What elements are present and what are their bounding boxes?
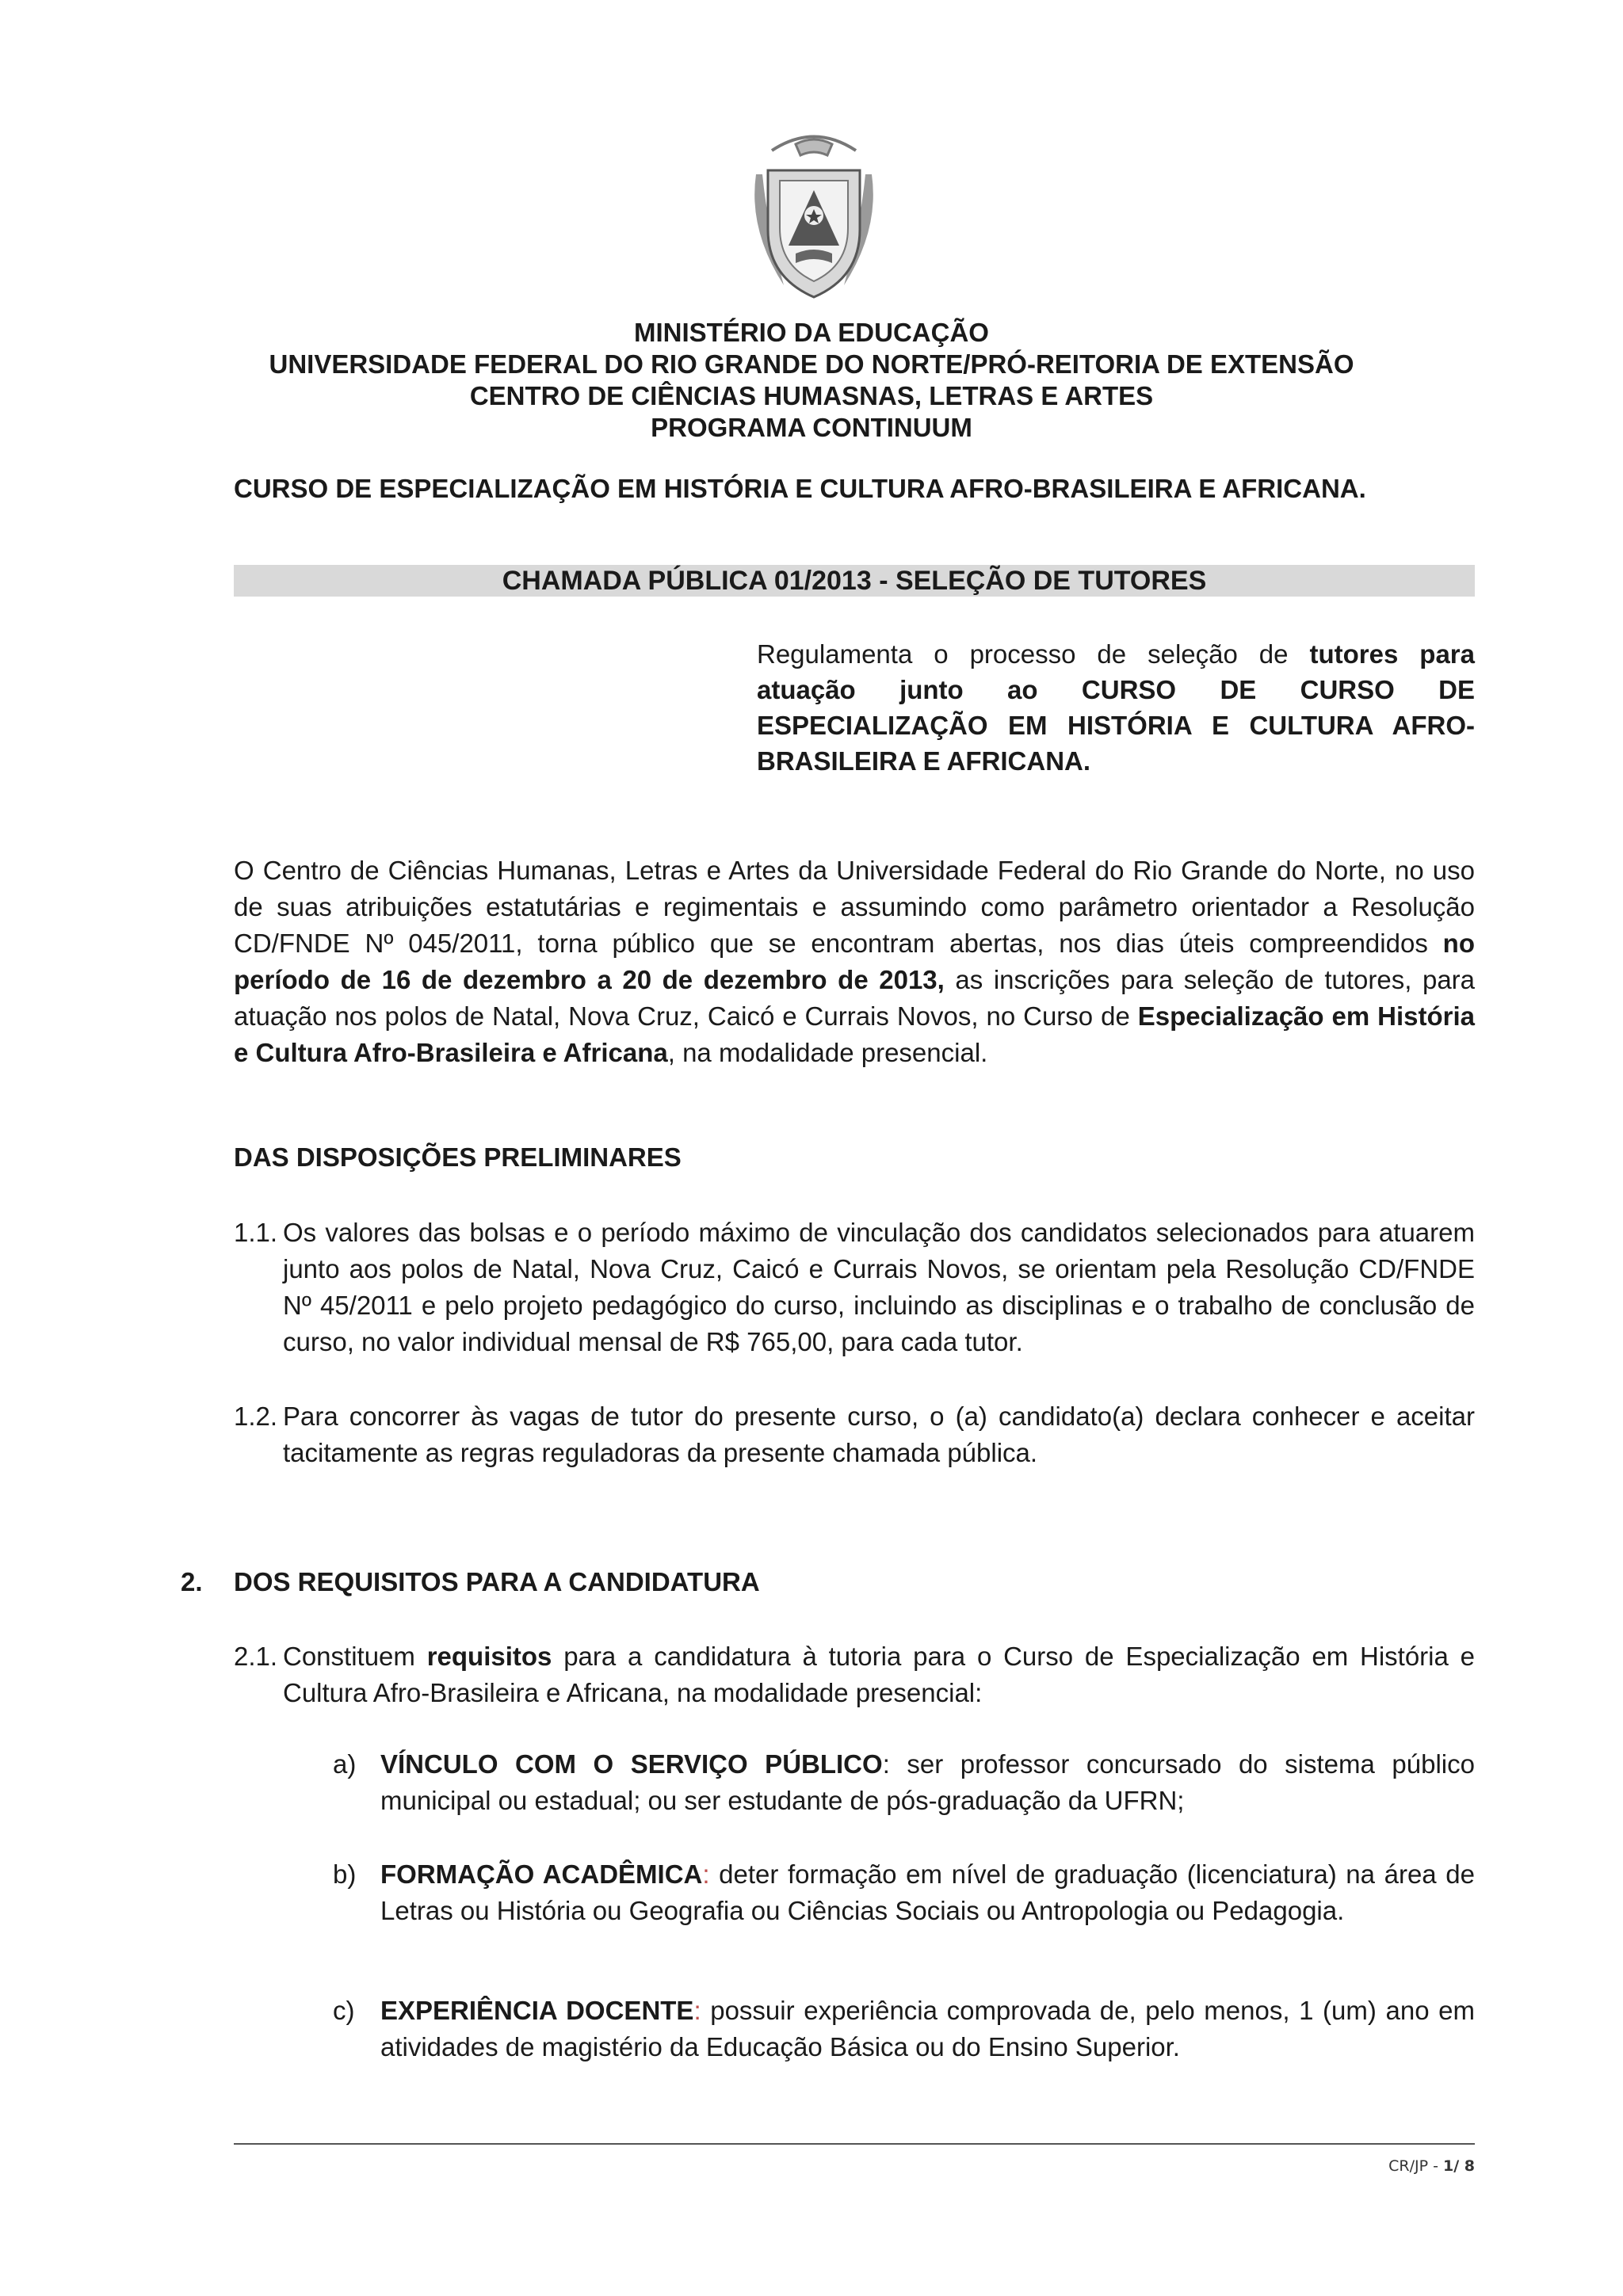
institution-header [206,317,1417,444]
section-heading-preliminary: DAS DISPOSIÇÕES PRELIMINARES [234,1142,682,1172]
intro-paragraph: O Centro de Ciências Humanas, Letras e Artes da Universidade Federal do Rio Grande do Norte, no uso de suas atribuições estatutárias e regimentais e assumindo como parâmetro orientador a Resolução CD/FNDE Nº 045/2011, torna público que se encontram abertas, nos dias úteis compreendidos no período de 16 de dezembro a 20 de dezembro de 2013, as inscrições para seleção de tutores, para atuação nos polos de Natal, Nova Cruz, Caicó e Currais Novos, no Curso de Especialização em História e Cultura Afro-Brasileira e Africana, na modalidade presencial. [234,856,1476,1067]
requirement-text: EXPERIÊNCIA DOCENTE: possuir experiência comprovada de, pelo menos, 1 (um) ano em atividades de magistério da Educação Básica ou do Ensino Superior. [380,1996,1475,2061]
header-line-program: PROGRAMA CONTINUUM [651,413,972,442]
page-number: 1/ 8 [1443,2157,1475,2175]
requirement-text: VÍNCULO COM O SERVIÇO PÚBLICO: ser professor concursado do sistema público municipal ou estadual; ou ser estudante de pós-graduação da UFRN; [380,1749,1475,1815]
clause-text: Os valores das bolsas e o período máximo de vinculação dos candidatos selecionados para atuarem junto aos polos de Natal, Nova Cruz, Caicó e Currais Novos, se orientam pela Resolução CD/FNDE Nº 45/2011 e pelo projeto pedagógico do curso, incluindo as disciplinas e o trabalho de conclusão de curso, no valor individual mensal de R$ 765,00, para cada tutor. [283,1218,1475,1356]
clause-text: Para concorrer às vagas de tutor do presente curso, o (a) candidato(a) declara conhecer e aceitar tacitamente as regras reguladoras da presente chamada pública. [283,1402,1475,1467]
clause-1-2 [234,1398,1475,1471]
clause-number: 1.1. [234,1218,278,1247]
clause-1-1 [234,1215,1475,1360]
requirement-a [333,1746,1475,1819]
requirement-c [333,1993,1475,2065]
header-line-center: CENTRO DE CIÊNCIAS HUMASNAS, LETRAS E ARTES [469,381,1154,410]
clause-number: 1.2. [234,1402,278,1431]
requirement-text: FORMAÇÃO ACADÊMICA: deter formação em nível de graduação (licenciatura) na área de Letras ou História ou Geografia ou Ciências Sociais ou Antropologia ou Pedagogia. [380,1859,1475,1925]
call-title-bar: CHAMADA PÚBLICA 01/2013 - SELEÇÃO DE TUTORES [234,565,1475,597]
section-title: DOS REQUISITOS PARA A CANDIDATURA [234,1567,760,1596]
page-footer: CR/JP - 1/ 8 [1388,2157,1475,2175]
requirement-letter: b) [333,1859,357,1889]
regulation-summary: Regulamenta o processo de seleção de tutores para atuação junto ao CURSO DE CURSO DE ESPECIALIZAÇÃO EM HISTÓRIA E CULTURA AFRO-BRASILEIRA E AFRICANA. [757,639,1475,776]
header-line-ministry: MINISTÉRIO DA EDUCAÇÃO [634,318,989,347]
course-title: CURSO DE ESPECIALIZAÇÃO EM HISTÓRIA E CULTURA AFRO-BRASILEIRA E AFRICANA. [234,474,1366,503]
footer-divider [234,2143,1475,2145]
university-seal-icon [740,127,888,309]
clause-number: 2.1. [234,1642,278,1671]
requirement-letter: a) [333,1749,357,1779]
requirement-b [333,1856,1475,1929]
section-number: 2. [181,1567,203,1596]
requirement-letter: c) [333,1996,355,2025]
header-line-university: UNIVERSIDADE FEDERAL DO RIO GRANDE DO NORTE/PRÓ-REITORIA DE EXTENSÃO [269,349,1354,379]
section-heading-requirements [181,1567,760,1597]
clause-text: Constituem requisitos para a candidatura à tutoria para o Curso de Especialização em História e Cultura Afro-Brasileira e Africana, na modalidade presencial: [283,1642,1475,1707]
clause-2-1 [234,1638,1475,1711]
